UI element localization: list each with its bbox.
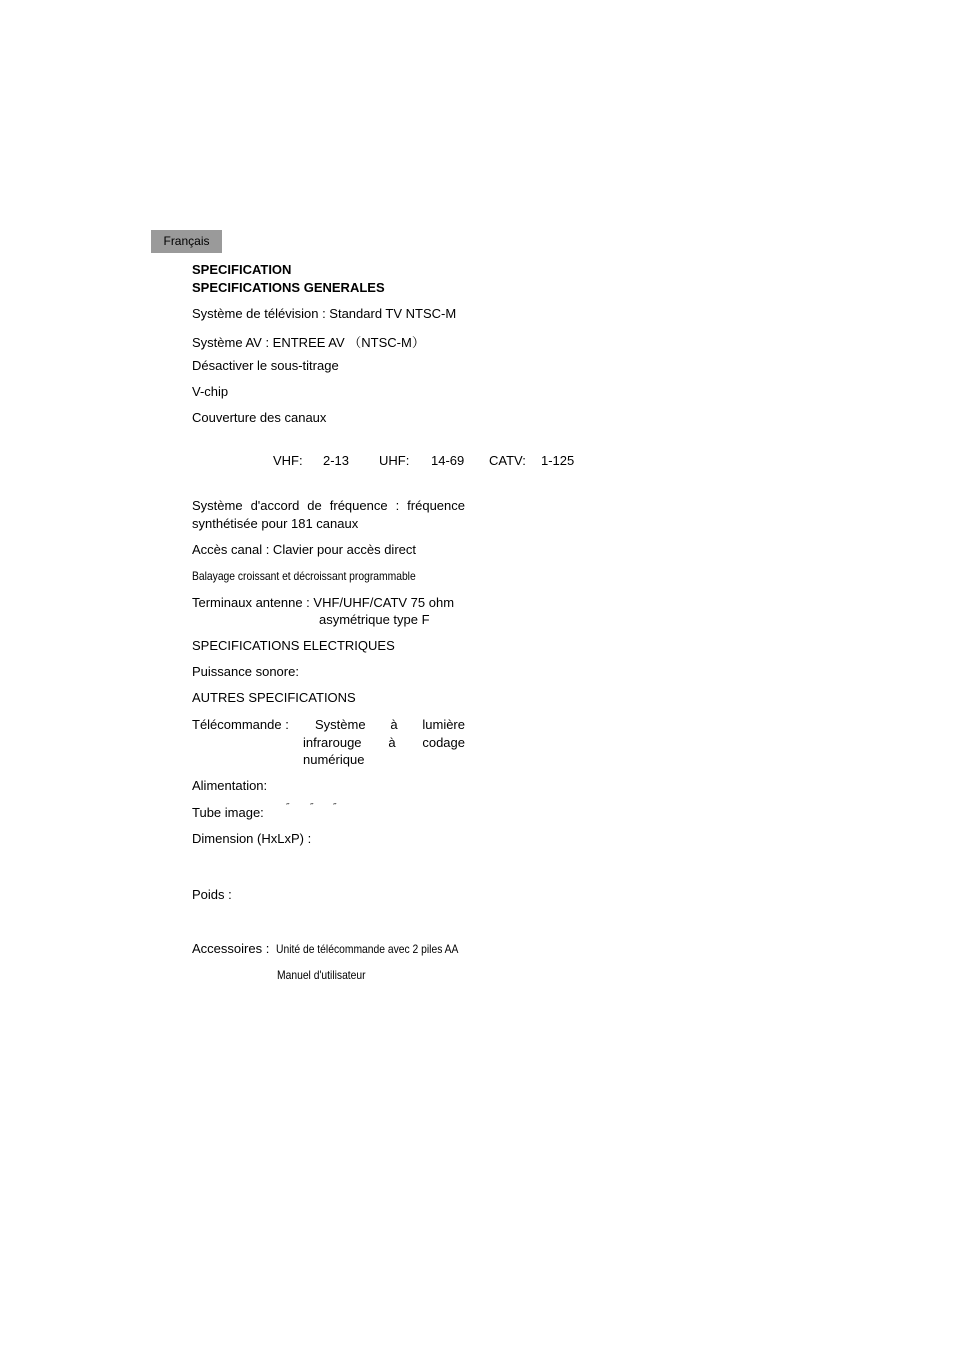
inch-mark-3: ˝: [333, 802, 336, 812]
weight: Poids :: [192, 887, 232, 902]
tuning-system-line2: synthétisée pour 181 canaux: [192, 516, 359, 531]
channel-coverage: Couverture des canaux: [192, 410, 327, 425]
accessory-manual: Manuel d'utilisateur: [277, 968, 366, 982]
inch-mark-1: ˝: [286, 802, 289, 812]
language-tab: Français: [151, 230, 222, 253]
power-supply: Alimentation:: [192, 778, 268, 793]
uhf-value: 14-69: [431, 453, 465, 468]
closed-caption: Désactiver le sous-titrage: [192, 358, 339, 373]
vchip: V-chip: [192, 384, 229, 399]
remote-line2: infrarouge à codage: [303, 735, 465, 750]
dimension: Dimension (HxLxP) :: [192, 831, 312, 846]
other-specs-heading: AUTRES SPECIFICATIONS: [192, 690, 356, 705]
general-specs-heading: SPECIFICATIONS GENERALES: [192, 280, 385, 295]
remote-label: Télécommande :: [192, 717, 289, 732]
inch-mark-2: ˝: [310, 802, 313, 812]
uhf-label: UHF:: [379, 453, 410, 468]
accessories-label: Accessoires :: [192, 941, 270, 956]
vhf-value: 2-13: [323, 453, 350, 468]
channel-access: Accès canal : Clavier pour accès direct: [192, 542, 416, 557]
scan-programming: Balayage croissant et décroissant programmable: [192, 569, 416, 583]
antenna-terminals: Terminaux antenne : VHF/UHF/CATV 75 ohm: [192, 595, 455, 610]
audio-power: Puissance sonore:: [192, 664, 299, 679]
antenna-type: asymétrique type F: [319, 612, 430, 627]
remote-line3: numérique: [303, 752, 365, 767]
vhf-label: VHF:: [273, 453, 303, 468]
accessory-remote: Unité de télécommande avec 2 piles AA: [276, 942, 459, 956]
catv-value: 1-125: [541, 453, 575, 468]
page-title: SPECIFICATION: [192, 262, 292, 277]
remote-line1: Système à lumière: [315, 717, 465, 732]
tv-system: Système de télévision : Standard TV NTSC-M: [192, 306, 457, 321]
catv-label: CATV:: [489, 453, 526, 468]
av-system: Système AV : ENTREE AV （NTSC-M）: [192, 335, 425, 350]
tuning-system-line1: Système d'accord de fréquence : fréquence: [192, 498, 465, 513]
electrical-specs-heading: SPECIFICATIONS ELECTRIQUES: [192, 638, 395, 653]
picture-tube: Tube image:: [192, 805, 264, 820]
